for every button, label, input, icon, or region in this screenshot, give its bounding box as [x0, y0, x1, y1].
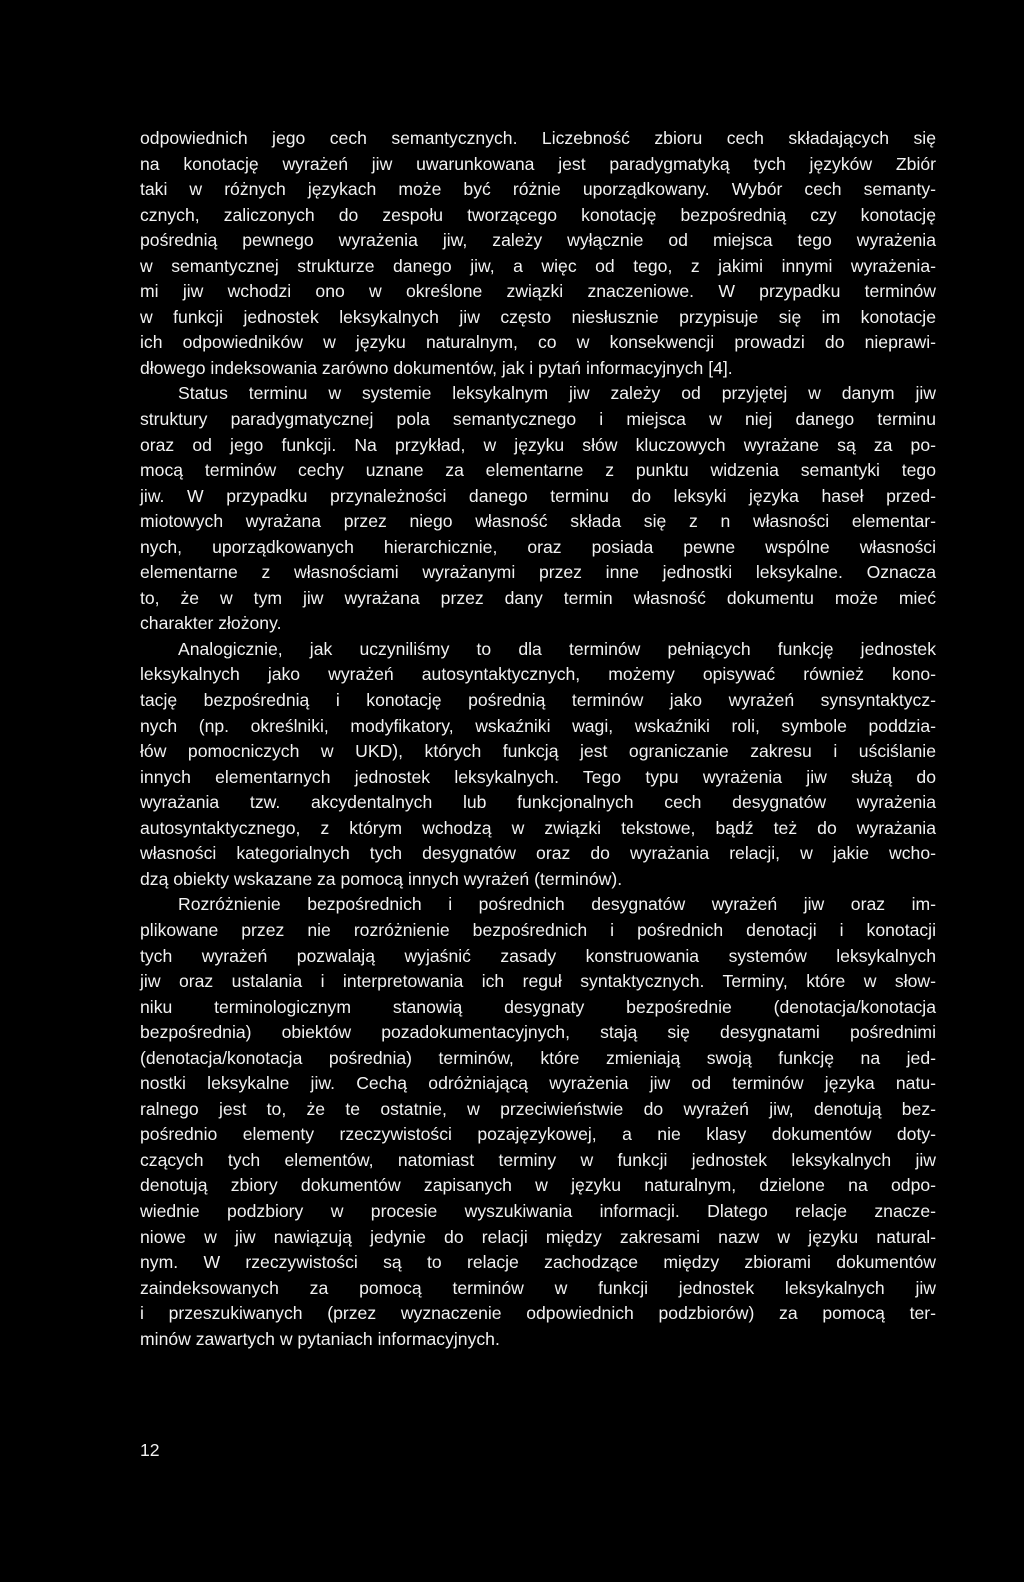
text-line: to, że w tym jiw wyrażana przez dany termin własność dokumentu może mieć — [140, 587, 936, 608]
body-text — [140, 126, 936, 1352]
text-line: Analogicznie, jak uczyniliśmy to dla terminów pełniących funkcję jednostek — [178, 638, 936, 659]
text-line: tych wyrażeń pozwalają wyjaśnić zasady konstruowania systemów leksykalnych — [140, 945, 936, 966]
text-line: cznych, zaliczonych do zespołu tworzącego konotację bezpośrednią czy konotację — [140, 204, 936, 225]
text-line: odpowiednich jego cech semantycznych. Liczebność zbioru cech składających się — [140, 128, 936, 148]
text-line: struktury paradygmatycznej pola semantycznego i miejsca w niej danego terminu — [140, 409, 936, 430]
text-line: niowe w jiw nawiązują jedynie do relacji między zakresami nazw w języku natural- — [140, 1226, 936, 1247]
text-line: własności kategorialnych tych desygnatów oraz do wyrażania relacji, w jakie wcho- — [140, 843, 936, 864]
text-line: denotują zbiory dokumentów zapisanych w języku naturalnym, dzielone na odpo- — [140, 1175, 936, 1196]
page-number: 12 — [140, 1440, 160, 1460]
text-line: charakter złożony. — [140, 613, 282, 634]
text-line: nych, uporządkowanych hierarchicznie, oraz posiada pewne wspólne własności — [140, 536, 936, 557]
text-line: i przeszukiwanych (przez wyznaczenie odpowiednich podzbiorów) za pomocą ter- — [140, 1303, 936, 1324]
text-line: Rozróżnienie bezpośrednich i pośrednich desygnatów wyrażeń jiw oraz im- — [178, 894, 936, 915]
text-line: wiednie podzbiory w procesie wyszukiwania informacji. Dlatego relacje znacze- — [140, 1200, 936, 1221]
text-line: w funkcji jednostek leksykalnych jiw często niesłusznie przypisuje się im konotacje — [140, 306, 936, 327]
text-line: w semantycznej strukturze danego jiw, a więc od tego, z jakimi innymi wyrażenia- — [140, 255, 936, 276]
text-line: taki w różnych językach może być różnie uporządkowany. Wybór cech semanty- — [140, 179, 936, 200]
text-line: mocą terminów cechy uznane za elementarne z punktu widzenia semantyki tego — [140, 460, 936, 481]
text-line: innych elementarnych jednostek leksykalnych. Tego typu wyrażenia jiw służą do — [140, 766, 936, 787]
text-line: plikowane przez nie rozróżnienie bezpośrednich i pośrednich denotacji i konotacji — [140, 919, 936, 940]
text-line: bezpośrednia) obiektów pozadokumentacyjnych, stają się desygnatami pośrednimi — [140, 1022, 936, 1043]
text-line: wyrażania tzw. akcydentalnych lub funkcjonalnych cech desygnatów wyrażenia — [140, 792, 936, 813]
text-line: jiw. W przypadku przynależności danego terminu do leksyki języka haseł przed- — [140, 485, 936, 506]
text-line: zaindeksowanych za pomocą terminów w funkcji jednostek leksykalnych jiw — [140, 1277, 936, 1298]
text-line: tację bezpośrednią i konotację pośrednią terminów jako wyrażeń synsyntaktycz- — [140, 690, 936, 711]
text-line: na konotację wyrażeń jiw uwarunkowana jest paradygmatyką tych języków Zbiór — [140, 153, 936, 174]
text-line: łów pomocniczych w UKD), których funkcją jest ograniczanie zakresu i uściślanie — [140, 741, 936, 762]
text-line: Status terminu w systemie leksykalnym jiw zależy od przyjętej w danym jiw — [178, 383, 936, 404]
text-line: nych (np. określniki, modyfikatory, wskaźniki wagi, wskaźniki roli, symbole poddzia- — [140, 715, 936, 736]
text-line: nym. W rzeczywistości są to relacje zachodzące między zbiorami dokumentów — [140, 1252, 936, 1273]
text-line: elementarne z własnościami wyrażanymi przez inne jednostki leksykalne. Oznacza — [140, 562, 936, 583]
text-line: ralnego jest to, że te ostatnie, w przeciwieństwie do wyrażeń jiw, denotują bez- — [140, 1098, 936, 1119]
text-line: leksykalnych jako wyrażeń autosyntaktycznych, możemy opisywać również kono- — [140, 664, 936, 685]
text-line: pośrednią pewnego wyrażenia jiw, zależy wyłącznie od miejsca tego wyrażenia — [140, 230, 936, 251]
text-line: mi jiw wchodzi ono w określone związki znaczeniowe. W przypadku terminów — [140, 281, 936, 302]
text-line: jiw oraz ustalania i interpretowania ich reguł syntaktycznych. Terminy, które w słow- — [140, 971, 936, 992]
text-line: pośrednio elementy rzeczywistości pozajęzykowej, a nie klasy dokumentów doty- — [140, 1124, 936, 1145]
text-line: dłowego indeksowania zarówno dokumentów, jak i pytań informacyjnych [4]. — [140, 357, 733, 378]
text-line: czących tych elementów, natomiast terminy w funkcji jednostek leksykalnych jiw — [140, 1149, 936, 1170]
text-line: dzą obiekty wskazane za pomocą innych wyrażeń (terminów). — [140, 868, 623, 889]
text-line: ich odpowiedników w języku naturalnym, co w konsekwencji prowadzi do nieprawi- — [140, 332, 936, 353]
text-line: (denotacja/konotacja pośrednia) terminów, które zmieniają swoją funkcję na jed- — [140, 1047, 936, 1068]
text-line: autosyntaktycznego, z którym wchodzą w związki tekstowe, bądź też do wyrażania — [140, 817, 936, 838]
text-line: miotowych wyrażana przez niego własność składa się z n własności elementar- — [140, 511, 936, 532]
text-line: minów zawartych w pytaniach informacyjnych. — [140, 1328, 500, 1349]
text-line: niku terminologicznym stanowią desygnaty bezpośrednie (denotacja/konotacja — [140, 996, 936, 1017]
text-line: oraz od jego funkcji. Na przykład, w języku słów kluczowych wyrażane są za po- — [140, 434, 936, 455]
text-line: nostki leksykalne jiw. Cechą odróżniającą wyrażenia jiw od terminów języka natu- — [140, 1073, 936, 1094]
